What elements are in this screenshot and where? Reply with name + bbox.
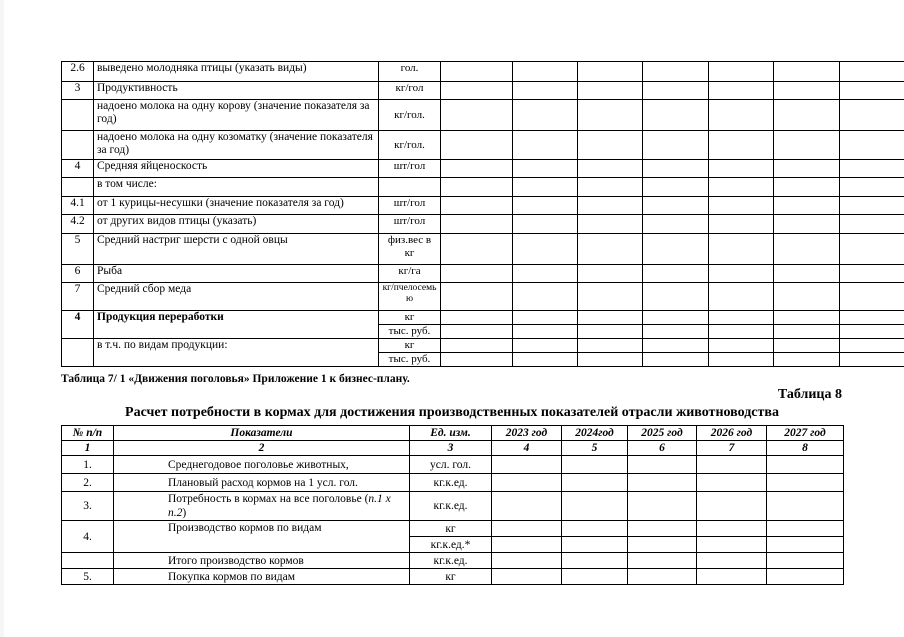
table-row	[62, 100, 904, 131]
table-row	[62, 456, 844, 474]
table-row	[62, 178, 904, 197]
table-row	[62, 234, 904, 265]
header-cell: 2025 год	[628, 426, 697, 441]
row-number: 4.	[62, 521, 114, 553]
table-header-row	[62, 426, 844, 441]
row-unit: кг	[410, 569, 492, 585]
row-unit	[379, 178, 441, 197]
row-unit: кг/га	[379, 265, 441, 283]
row-label: Покупка кормов по видам	[114, 569, 410, 585]
row-unit: кг.к.ед.*	[410, 537, 492, 553]
row-label-formula: п.1 х п.2	[168, 493, 391, 519]
table-row	[62, 197, 904, 215]
table-7-footnote: Таблица 7/ 1 «Движения поголовья» Приложение 1 к бизнес-плану.	[61, 373, 410, 385]
table-row	[62, 474, 844, 492]
row-unit: тыс. руб.	[379, 353, 441, 367]
row-number: 4.2	[62, 215, 94, 234]
row-label: от других видов птицы (указать)	[94, 215, 379, 234]
row-unit: кг.к.ед.	[410, 553, 492, 569]
row-label: Производство кормов по видам	[114, 521, 410, 553]
row-unit: тыс. руб.	[379, 325, 441, 339]
row-label: надоено молока на одну козоматку (значение показателя за год)	[94, 131, 379, 160]
row-unit: шт/гол	[379, 197, 441, 215]
row-unit: кг/гол	[379, 82, 441, 100]
row-number: 3	[62, 82, 94, 100]
row-unit: кг.к.ед.	[410, 492, 492, 521]
table-8	[61, 425, 844, 585]
row-number	[62, 339, 94, 367]
table-row	[62, 215, 904, 234]
row-number	[62, 553, 114, 569]
row-number: 5	[62, 234, 94, 265]
row-label: Плановый расход кормов на 1 усл. гол.	[114, 474, 410, 492]
row-unit: кг.к.ед.	[410, 474, 492, 492]
row-label: в т.ч. по видам продукции:	[94, 339, 379, 367]
row-label: надоено молока на одну корову (значение показателя за год)	[94, 100, 379, 131]
row-unit: шт/гол	[379, 215, 441, 234]
row-label: Средний настриг шерсти с одной овцы	[94, 234, 379, 265]
row-number	[62, 100, 94, 131]
table-row	[62, 339, 904, 353]
header-cell: 2026 год	[697, 426, 767, 441]
header-cell: Показатели	[114, 426, 410, 441]
table-row	[62, 265, 904, 283]
row-number: 6	[62, 265, 94, 283]
column-number: 1	[62, 441, 114, 456]
row-label: Средняя яйценоскость	[94, 160, 379, 178]
row-label-text: Потребность в кормах на все поголовье (	[168, 493, 369, 505]
row-unit: кг	[379, 311, 441, 325]
table-8-title: Расчет потребности в кормах для достижения производственных показателей отрасли животноводства	[125, 405, 779, 420]
table-row	[62, 131, 904, 160]
row-unit: шт/гол	[379, 160, 441, 178]
row-unit: кг/гол.	[379, 100, 441, 131]
row-number: 1.	[62, 456, 114, 474]
row-label: Рыба	[94, 265, 379, 283]
row-label: от 1 курицы-несушки (значение показателя за год)	[94, 197, 379, 215]
row-label-end: )	[182, 507, 187, 519]
column-number: 7	[697, 441, 767, 456]
table-row	[62, 553, 844, 569]
table-row	[62, 62, 904, 82]
row-number	[62, 178, 94, 197]
row-number: 4.1	[62, 197, 94, 215]
row-label: Продукция переработки	[94, 311, 379, 339]
row-label: в том числе:	[94, 178, 379, 197]
row-unit: усл. гол.	[410, 456, 492, 474]
header-cell: 2027 год	[767, 426, 844, 441]
header-cell: 2024год	[562, 426, 628, 441]
column-number: 4	[492, 441, 562, 456]
column-number: 6	[628, 441, 697, 456]
row-label: Среднегодовое поголовье животных,	[114, 456, 410, 474]
row-label: Продуктивность	[94, 82, 379, 100]
table-row	[62, 492, 844, 521]
row-label: выведено молодняка птицы (указать виды)	[94, 62, 379, 82]
row-number: 3.	[62, 492, 114, 521]
column-number: 8	[767, 441, 844, 456]
row-unit: гол.	[379, 62, 441, 82]
column-number: 5	[562, 441, 628, 456]
row-label: Итого производство кормов	[114, 553, 410, 569]
table-row	[62, 569, 844, 585]
scan-edge	[0, 0, 4, 637]
row-label	[114, 492, 410, 521]
header-cell: Ед. изм.	[410, 426, 492, 441]
row-number: 4	[62, 160, 94, 178]
row-unit: кг	[410, 521, 492, 537]
table-row	[62, 82, 904, 100]
header-cell: 2023 год	[492, 426, 562, 441]
row-number: 2.	[62, 474, 114, 492]
row-label: Средний сбор меда	[94, 283, 379, 311]
row-unit: кг	[379, 339, 441, 353]
row-number: 5.	[62, 569, 114, 585]
table-row	[62, 521, 844, 537]
table-row	[62, 160, 904, 178]
row-unit: кг/пчелосемью	[379, 283, 441, 311]
table-8-label: Таблица 8	[777, 387, 842, 402]
table-row	[62, 311, 904, 325]
header-cell: № п/п	[62, 426, 114, 441]
row-number: 2.6	[62, 62, 94, 82]
row-number: 4	[62, 311, 94, 339]
table-7-continuation	[61, 61, 904, 367]
column-number: 2	[114, 441, 410, 456]
row-number: 7	[62, 283, 94, 311]
column-number-row	[62, 441, 844, 456]
row-number	[62, 131, 94, 160]
column-number: 3	[410, 441, 492, 456]
row-unit: физ.вес в кг	[379, 234, 441, 265]
table-row	[62, 283, 904, 311]
row-unit: кг/гол.	[379, 131, 441, 160]
